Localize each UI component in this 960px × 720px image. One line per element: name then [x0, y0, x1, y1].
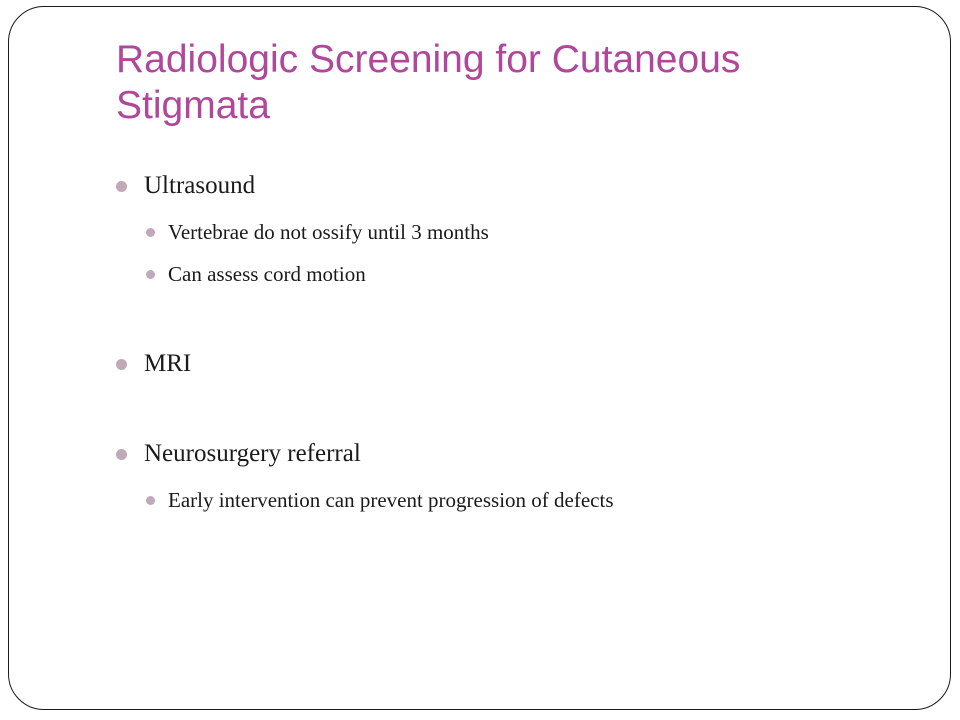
- bullet-dot: [116, 449, 127, 460]
- bullet-neurosurgery-referral: [116, 435, 916, 473]
- bullet-dot: [116, 359, 127, 370]
- slide-frame: [8, 6, 951, 710]
- sub-bullet-early-intervention: [146, 485, 916, 515]
- bullet-ultrasound: [116, 167, 916, 205]
- bullet-text: Neurosurgery referral: [144, 440, 361, 467]
- sub-bullet-text: Early intervention can prevent progression of defects: [168, 488, 614, 512]
- bullet-dot: [146, 228, 155, 237]
- bullet-dot: [116, 181, 127, 192]
- slide-title: Radiologic Screening for Cutaneous Stigmata: [116, 38, 741, 127]
- sub-bullet-vertebrae: [146, 217, 916, 247]
- bullet-mri: [116, 345, 916, 383]
- slide-body: [116, 167, 916, 515]
- sub-bullet-text: Can assess cord motion: [168, 262, 366, 286]
- bullet-text: MRI: [144, 350, 192, 377]
- sub-bullet-text: Vertebrae do not ossify until 3 months: [168, 220, 489, 244]
- bullet-dot: [146, 496, 155, 505]
- sub-bullet-cord-motion: [146, 259, 916, 289]
- bullet-dot: [146, 270, 155, 279]
- bullet-text: Ultrasound: [144, 172, 256, 199]
